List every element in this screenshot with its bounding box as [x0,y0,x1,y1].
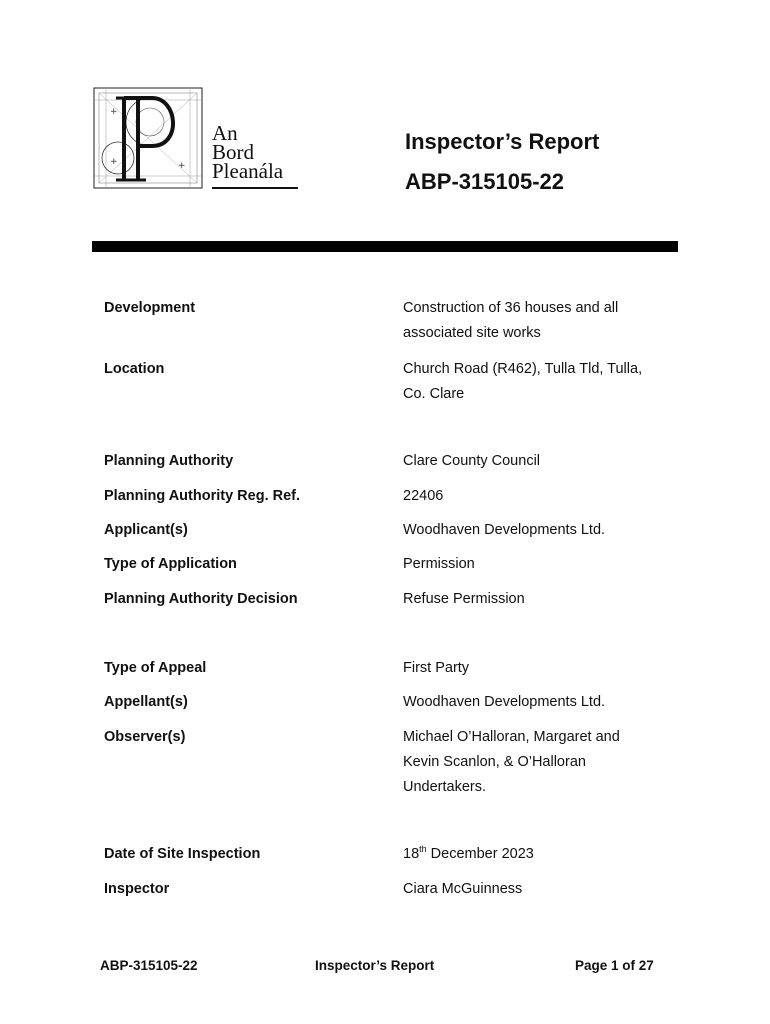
development-value [403,296,673,346]
application-type-label: Type of Application [104,556,237,572]
planning-authority-value: Clare County Council [403,453,541,469]
inspector-label: Inspector [104,881,170,897]
organization-name-underline [212,187,298,189]
inspection-date-value [403,842,673,867]
applicant-value: Woodhaven Developments Ltd. [403,522,606,538]
appeal-type-label: Type of Appeal [104,660,207,676]
location-value [403,357,673,407]
inspection-date-day: 18 [403,846,420,862]
development-label: Development [104,300,196,316]
svg-text:+: + [110,107,118,117]
inspector-value: Ciara McGuinness [403,881,523,897]
svg-text:+: + [110,157,118,167]
observers-label: Observer(s) [104,729,186,745]
pa-decision-value: Refuse Permission [403,591,525,607]
reg-ref-label: Planning Authority Reg. Ref. [104,488,301,504]
svg-text:+: + [178,161,186,171]
observers-value-line-3: Undertakers. [403,779,487,795]
application-type-value: Permission [403,556,475,572]
organization-name-line-1: An [212,121,238,145]
location-value-line-1: Church Road (R462), Tulla Tld, Tulla, [403,361,643,377]
inspection-date-suffix: th [419,844,427,855]
applicant-label: Applicant(s) [104,522,188,538]
planning-authority-label: Planning Authority [104,453,234,469]
footer-reference: ABP-315105-22 [100,958,198,973]
header-divider [92,241,678,252]
reg-ref-value: 22406 [403,488,444,504]
inspection-date-rest: December 2023 [426,846,534,862]
development-value-line-1: Construction of 36 houses and all [403,300,619,316]
development-value-line-2: associated site works [403,325,541,341]
report-title: Inspector’s Report [405,129,600,154]
organization-name-line-3: Pleanála [212,159,284,183]
observers-value-line-1: Michael O’Halloran, Margaret and [403,729,620,745]
appeal-type-value: First Party [403,660,470,676]
footer-page-number: Page 1 of 27 [575,958,654,973]
location-label: Location [104,361,165,377]
inspection-date-label: Date of Site Inspection [104,846,261,862]
report-reference: ABP-315105-22 [405,169,564,194]
observers-value [403,725,673,800]
observers-value-line-2: Kevin Scanlon, & O’Halloran [403,754,586,770]
appellant-label: Appellant(s) [104,694,188,710]
location-value-line-2: Co. Clare [403,386,465,402]
organization-name [212,121,302,183]
footer-title: Inspector’s Report [315,958,435,973]
organization-name-line-2: Bord [212,140,254,164]
an-bord-pleanala-logo-icon [92,86,204,190]
pa-decision-label: Planning Authority Decision [104,591,298,607]
appellant-value: Woodhaven Developments Ltd. [403,694,606,710]
